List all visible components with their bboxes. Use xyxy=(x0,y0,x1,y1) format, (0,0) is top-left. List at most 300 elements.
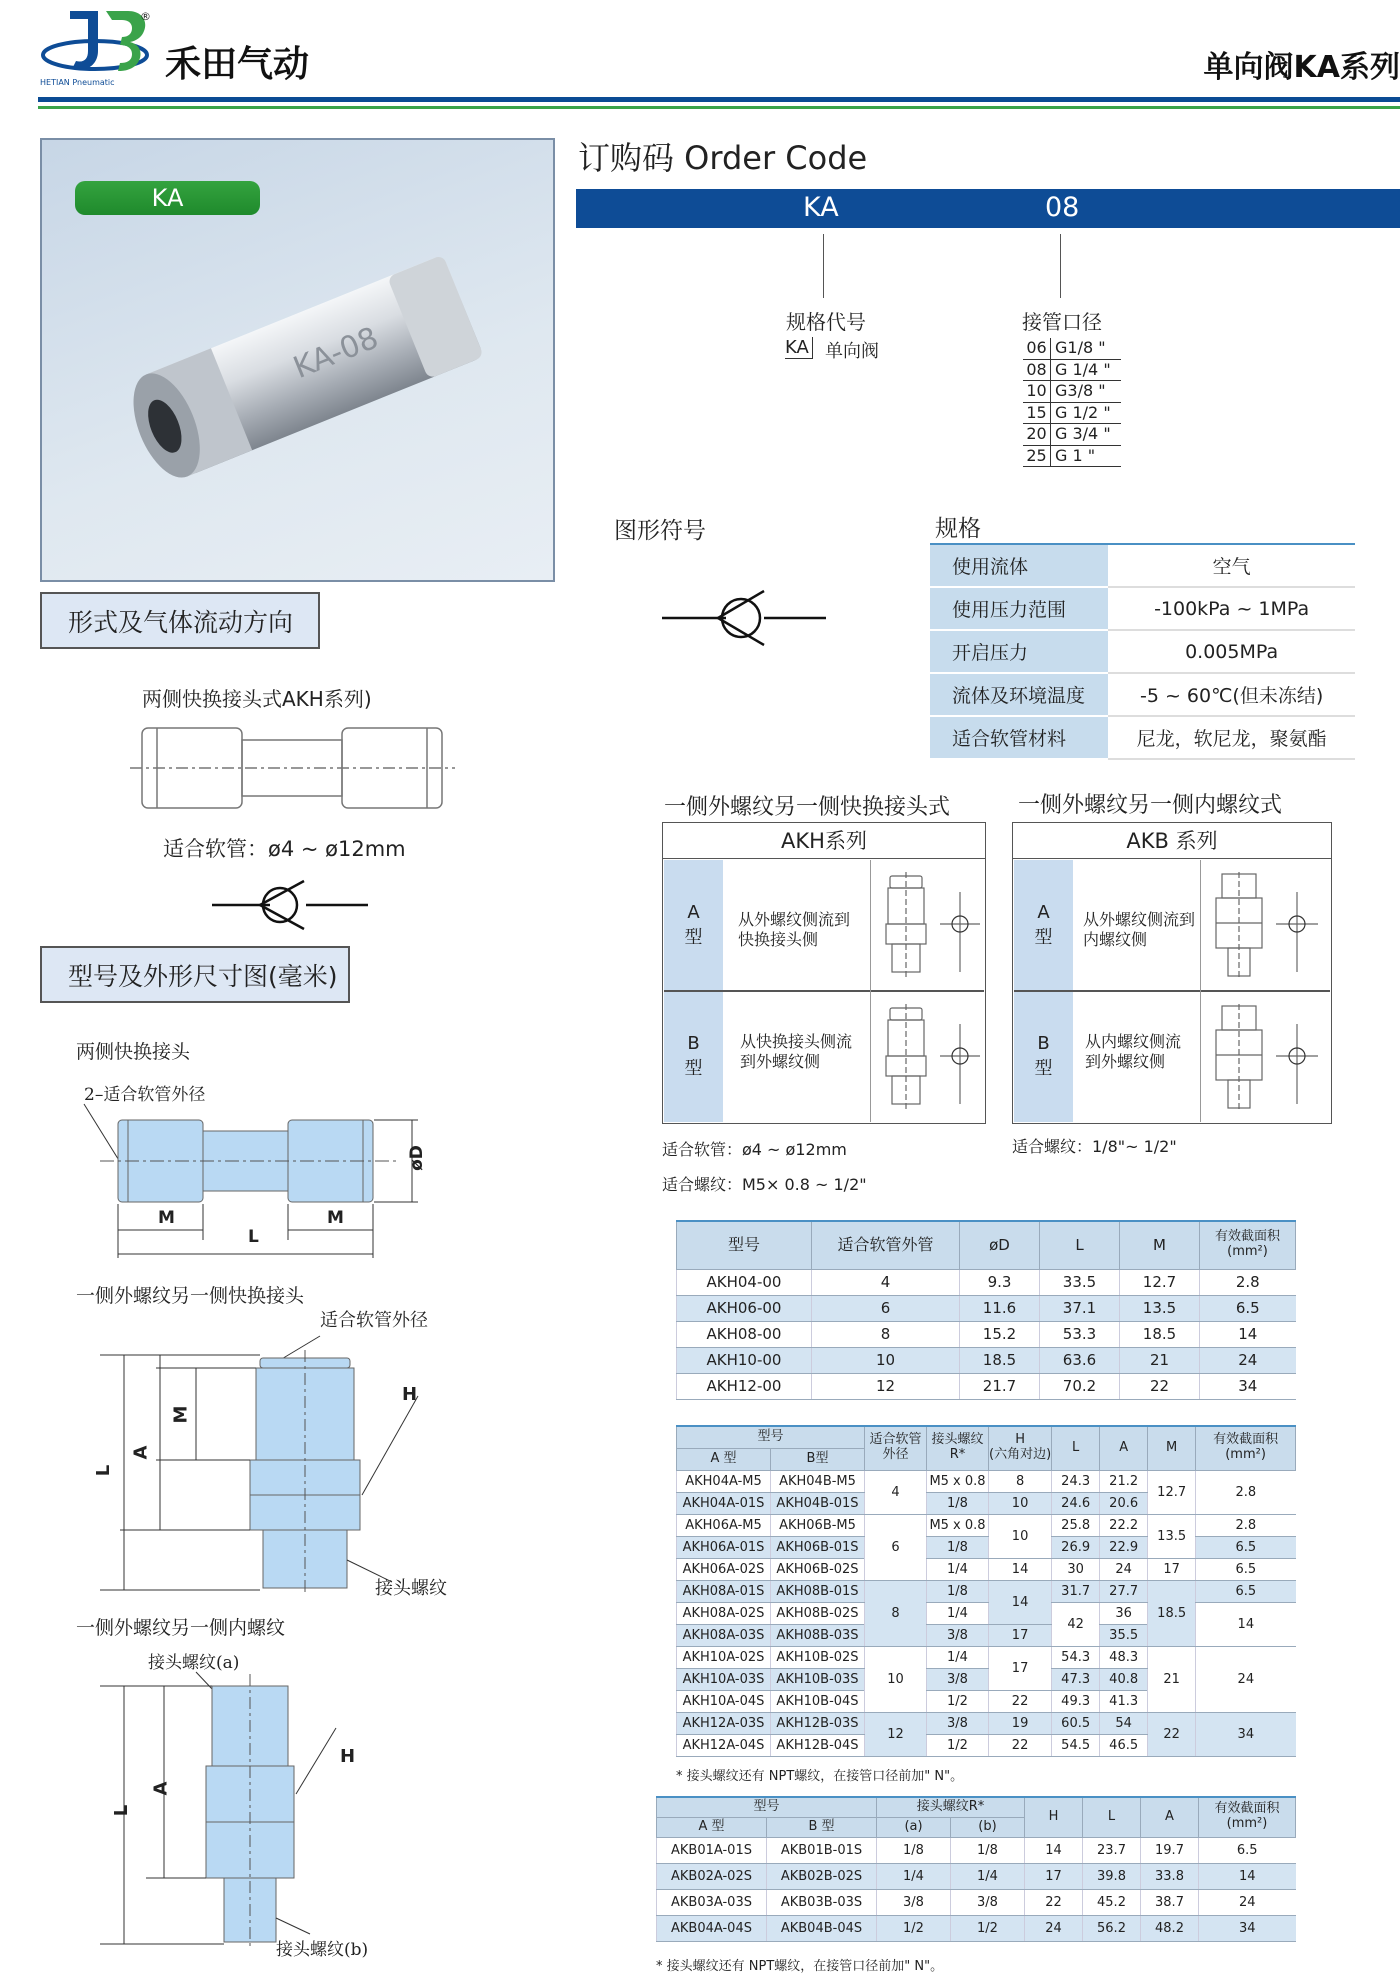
table-row xyxy=(677,1373,1296,1399)
t2-cell: 24.6 xyxy=(1052,1492,1100,1514)
table-row xyxy=(657,1837,1296,1863)
port-size-title: 接管口径 xyxy=(1022,310,1102,334)
t3-cell: 23.7 xyxy=(1083,1837,1141,1863)
spec-label: 使用压力范围 xyxy=(930,587,1108,630)
port-code: 08 xyxy=(1023,360,1051,381)
akh-type-a xyxy=(664,860,723,990)
spec-code-value: KA xyxy=(785,337,813,359)
t1-cell: 6 xyxy=(812,1295,960,1321)
t2-cell: 22.2 xyxy=(1100,1514,1148,1536)
drawing3-dim-L: L xyxy=(111,1804,133,1817)
akh-box-heading: 一侧外螺纹另一侧快换接头式 xyxy=(664,795,951,820)
t2-cell: 6.5 xyxy=(1196,1536,1296,1558)
t2-h-m: M xyxy=(1148,1426,1196,1470)
akb-series-header: AKB 系列 xyxy=(1013,823,1331,859)
header-rule-green xyxy=(38,106,1400,109)
port-row xyxy=(1023,381,1121,403)
header-rule-blue xyxy=(38,97,1400,102)
drawing3-title: 一侧外螺纹另一侧内螺纹 xyxy=(76,1617,286,1639)
t2-cell: 35.5 xyxy=(1100,1624,1148,1646)
t1-cell: AKH04-00 xyxy=(677,1269,812,1295)
t2-cell: 10 xyxy=(865,1646,927,1712)
t1-cell: 10 xyxy=(812,1347,960,1373)
drawing3-dim-H: H xyxy=(340,1746,356,1767)
t2-cell: 30 xyxy=(1052,1558,1100,1580)
spec-row xyxy=(930,673,1355,716)
akb-note-thread: 适合螺纹：1/8"~ 1/2" xyxy=(1012,1137,1177,1156)
t2-cell: 54.5 xyxy=(1052,1734,1100,1756)
t2-cell: AKH08A-02S xyxy=(677,1602,771,1624)
akb-divider xyxy=(1014,990,1330,992)
section-dimensions-title: 型号及外形尺寸图(毫米) xyxy=(68,961,338,991)
table-row xyxy=(677,1321,1296,1347)
akb-b-desc: 从内螺纹侧流 到外螺纹侧 xyxy=(1085,1032,1182,1071)
t2-cell: 13.5 xyxy=(1148,1514,1196,1558)
t3-cell: AKB04A-04S xyxy=(657,1915,767,1941)
t2-cell: 10 xyxy=(989,1514,1052,1558)
akh-b-figure xyxy=(880,1004,980,1114)
drawing1-dim-M2: M xyxy=(327,1208,344,1228)
t2-cell: 14 xyxy=(1196,1602,1296,1646)
t2-cell: AKH08B-03S xyxy=(771,1624,865,1646)
akb-table xyxy=(656,1796,1296,1942)
t2-cell: 47.3 xyxy=(1052,1668,1100,1690)
brand-logo xyxy=(40,5,152,87)
t2-cell: 6 xyxy=(865,1514,927,1580)
t3-cell: AKB01B-01S xyxy=(767,1837,877,1863)
t1-cell: 2.8 xyxy=(1200,1269,1296,1295)
t3-cell: 1/2 xyxy=(877,1915,951,1941)
drawing1-dim-M1: M xyxy=(158,1208,175,1228)
t2-cell: 22.9 xyxy=(1100,1536,1148,1558)
akb-col-divider xyxy=(1200,860,1201,1122)
t3-cell: 6.5 xyxy=(1199,1837,1296,1863)
t2-cell: 3/8 xyxy=(927,1712,989,1734)
table3-note: * 接头螺纹还有 NPT螺纹，在接管口径前加" N"。 xyxy=(656,1959,944,1974)
t2-cell: 24.3 xyxy=(1052,1470,1100,1492)
t1-cell: 14 xyxy=(1200,1321,1296,1347)
table-row xyxy=(677,1470,1296,1492)
t2-cell: 24 xyxy=(1196,1646,1296,1712)
t2-cell: 21.2 xyxy=(1100,1470,1148,1492)
drawing1-title: 两侧快换接头 xyxy=(76,1041,191,1063)
drawing2-dim-H: H xyxy=(402,1384,418,1405)
t2-cell: 54.3 xyxy=(1052,1646,1100,1668)
engraving-text: KA-08 xyxy=(288,320,384,386)
table-row xyxy=(657,1863,1296,1889)
akh-divider xyxy=(664,990,984,992)
t2-cell: 14 xyxy=(989,1580,1052,1624)
t2-cell: 22 xyxy=(989,1690,1052,1712)
t1-cell: 21.7 xyxy=(960,1373,1040,1399)
port-code: 06 xyxy=(1023,338,1051,359)
t2-cell: 8 xyxy=(989,1470,1052,1492)
t2-cell: 3/8 xyxy=(927,1624,989,1646)
t2-cell: 26.9 xyxy=(1052,1536,1100,1558)
t2-cell: 40.8 xyxy=(1100,1668,1148,1690)
t2-cell: AKH06B-01S xyxy=(771,1536,865,1558)
t2-cell: 1/4 xyxy=(927,1646,989,1668)
t2-cell: 6.5 xyxy=(1196,1558,1296,1580)
spec-row xyxy=(930,630,1355,673)
drawing1-dim-L: L xyxy=(248,1227,259,1247)
port-size: G1/8 " xyxy=(1055,338,1106,357)
akh-threaded-table xyxy=(676,1425,1296,1757)
hose-range-left: 适合软管：ø4 ~ ø12mm xyxy=(163,837,406,861)
t2-cell: AKH08A-01S xyxy=(677,1580,771,1602)
t3-cell: 3/8 xyxy=(877,1889,951,1915)
t3-h-area: 有效截面积 (mm²) xyxy=(1199,1797,1296,1837)
port-size-list xyxy=(1023,338,1121,467)
akh-double-table xyxy=(676,1220,1296,1400)
t1-cell: 11.6 xyxy=(960,1295,1040,1321)
t2-cell: AKH04B-M5 xyxy=(771,1470,865,1492)
t2-cell: 24 xyxy=(1100,1558,1148,1580)
t2-h-thread: 接头螺纹 R* xyxy=(927,1426,989,1470)
port-size: G 1 " xyxy=(1055,445,1096,465)
spec-code-name: 单向阀 xyxy=(825,341,879,362)
t2-cell: 1/4 xyxy=(927,1558,989,1580)
port-code: 15 xyxy=(1023,403,1051,424)
t2-cell: 48.3 xyxy=(1100,1646,1148,1668)
t2-cell: AKH04A-M5 xyxy=(677,1470,771,1492)
t2-cell: AKH10A-02S xyxy=(677,1646,771,1668)
t2-cell: AKH12B-04S xyxy=(771,1734,865,1756)
t2-cell: AKH04A-01S xyxy=(677,1492,771,1514)
drawing2-hose-label: 适合软管外径 xyxy=(320,1310,428,1331)
t1-cell: 9.3 xyxy=(960,1269,1040,1295)
port-row xyxy=(1023,446,1121,468)
t1-cell: 37.1 xyxy=(1040,1295,1120,1321)
spec-row xyxy=(930,587,1355,630)
t2-cell: 12 xyxy=(865,1712,927,1756)
spec-row xyxy=(930,544,1355,587)
port-code: 10 xyxy=(1023,381,1051,402)
akh-a-figure xyxy=(880,872,980,982)
t1-cell: 13.5 xyxy=(1120,1295,1200,1321)
table-row xyxy=(677,1558,1296,1580)
t3-cell: 24 xyxy=(1025,1915,1083,1941)
t3-h-model: 型号 xyxy=(657,1797,877,1817)
t2-cell: AKH08B-01S xyxy=(771,1580,865,1602)
akb-type-b-label: B 型 xyxy=(1034,1033,1053,1079)
spec-label: 流体及环境温度 xyxy=(930,673,1108,716)
t1-cell: 63.6 xyxy=(1040,1347,1120,1373)
table-row xyxy=(677,1646,1296,1668)
t3-h-a: A xyxy=(1141,1797,1199,1837)
t2-h-a: A xyxy=(1100,1426,1148,1470)
t3-cell: 1/4 xyxy=(951,1863,1025,1889)
t1-h-l: L xyxy=(1040,1221,1120,1269)
drawing2-dim-L: L xyxy=(93,1464,115,1477)
t3-cell: 17 xyxy=(1025,1863,1083,1889)
t2-cell: 10 xyxy=(989,1492,1052,1514)
t2-cell: AKH12A-03S xyxy=(677,1712,771,1734)
akh-b-desc: 从快换接头侧流 到外螺纹侧 xyxy=(740,1032,853,1071)
t2-h-area: 有效截面积 (mm²) xyxy=(1196,1426,1296,1470)
t3-cell: 1/8 xyxy=(877,1837,951,1863)
akb-box-heading: 一侧外螺纹另一侧内螺纹式 xyxy=(1018,793,1283,818)
t1-cell: 12 xyxy=(812,1373,960,1399)
t3-h-tb: (b) xyxy=(951,1817,1025,1837)
t3-cell: AKB02A-02S xyxy=(657,1863,767,1889)
t2-cell: 42 xyxy=(1052,1602,1100,1646)
t2-cell: 31.7 xyxy=(1052,1580,1100,1602)
t3-h-h: H xyxy=(1025,1797,1083,1837)
table-row xyxy=(657,1915,1296,1941)
akb-a-figure xyxy=(1210,872,1320,982)
section-form-flow xyxy=(40,592,320,649)
port-code: 25 xyxy=(1023,446,1051,467)
t2-cell: AKH06A-M5 xyxy=(677,1514,771,1536)
t3-h-thread: 接头螺纹R* xyxy=(877,1797,1025,1817)
t2-cell: M5 x 0.8 xyxy=(927,1514,989,1536)
akh-col-divider xyxy=(870,860,871,1122)
t2-cell: 34 xyxy=(1196,1712,1296,1756)
t2-cell: 17 xyxy=(1148,1558,1196,1580)
akh-note-thread: 适合螺纹：M5× 0.8 ~ 1/2" xyxy=(662,1175,867,1194)
t3-cell: 48.2 xyxy=(1141,1915,1199,1941)
drawing3-akb xyxy=(100,1668,440,1958)
t3-cell: AKB01A-01S xyxy=(657,1837,767,1863)
t2-h-model: 型号 xyxy=(677,1426,865,1448)
t2-cell: 19 xyxy=(989,1712,1052,1734)
drawing2-thread-label: 接头螺纹 xyxy=(375,1578,447,1599)
akh-both-sides-caption: 两侧快换接头式AKH系列) xyxy=(142,687,372,711)
t2-cell: 21 xyxy=(1148,1646,1196,1712)
t3-cell: 24 xyxy=(1199,1889,1296,1915)
t2-cell: AKH10B-02S xyxy=(771,1646,865,1668)
drawing2-dim-M: M xyxy=(170,1405,192,1424)
t3-cell: 1/8 xyxy=(951,1837,1025,1863)
akb-a-desc: 从外螺纹侧流到 内螺纹侧 xyxy=(1083,910,1196,949)
t2-h-h: H (六角对边) xyxy=(989,1426,1052,1470)
table-row xyxy=(677,1602,1296,1624)
t2-cell: 27.7 xyxy=(1100,1580,1148,1602)
t2-cell: 1/8 xyxy=(927,1536,989,1558)
t3-cell: 3/8 xyxy=(951,1889,1025,1915)
order-code-leader-b xyxy=(1060,234,1061,298)
t1-cell: 33.5 xyxy=(1040,1269,1120,1295)
akb-type-a xyxy=(1014,860,1073,990)
check-valve-symbol xyxy=(660,585,830,651)
table-row xyxy=(677,1536,1296,1558)
t1-cell: 24 xyxy=(1200,1347,1296,1373)
akb-b-figure xyxy=(1210,1004,1320,1114)
t2-cell: 1/2 xyxy=(927,1734,989,1756)
t2-cell: 1/8 xyxy=(927,1580,989,1602)
t2-cell: 4 xyxy=(865,1470,927,1514)
t3-cell: 45.2 xyxy=(1083,1889,1141,1915)
spec-value: -5 ~ 60℃(但未冻结) xyxy=(1108,673,1355,716)
order-code-part-a: KA xyxy=(803,192,839,223)
t2-h-a-type: A 型 xyxy=(677,1448,771,1470)
t2-cell: 1/8 xyxy=(927,1492,989,1514)
akh-note-hose: 适合软管：ø4 ~ ø12mm xyxy=(662,1140,847,1159)
akb-type-b xyxy=(1014,991,1073,1122)
akh-type-b-label: B 型 xyxy=(684,1033,703,1079)
t3-cell: 1/4 xyxy=(877,1863,951,1889)
port-row xyxy=(1023,424,1121,446)
t2-cell: AKH06B-M5 xyxy=(771,1514,865,1536)
t2-cell: 14 xyxy=(989,1558,1052,1580)
spec-table xyxy=(930,543,1355,760)
t2-cell: 22 xyxy=(989,1734,1052,1756)
t2-cell: AKH10A-04S xyxy=(677,1690,771,1712)
t2-cell: AKH06A-02S xyxy=(677,1558,771,1580)
t2-h-hose: 适合软管 外径 xyxy=(865,1426,927,1470)
t3-cell: 1/2 xyxy=(951,1915,1025,1941)
t1-cell: 34 xyxy=(1200,1373,1296,1399)
t1-h-d: øD xyxy=(960,1221,1040,1269)
t2-cell: 25.8 xyxy=(1052,1514,1100,1536)
spec-label: 适合软管材料 xyxy=(930,716,1108,759)
t2-cell: 3/8 xyxy=(927,1668,989,1690)
t1-cell: 21 xyxy=(1120,1347,1200,1373)
t2-cell: 8 xyxy=(865,1580,927,1646)
drawing2-dim-A: A xyxy=(130,1445,152,1460)
table-row xyxy=(677,1514,1296,1536)
spec-title: 规格 xyxy=(935,516,981,542)
t2-h-l: L xyxy=(1052,1426,1100,1470)
table2-note: * 接头螺纹还有 NPT螺纹，在接管口径前加" N"。 xyxy=(676,1769,964,1784)
t1-cell: 70.2 xyxy=(1040,1373,1120,1399)
t2-cell: 2.8 xyxy=(1196,1470,1296,1514)
t2-cell: M5 x 0.8 xyxy=(927,1470,989,1492)
t3-h-l: L xyxy=(1083,1797,1141,1837)
table-row xyxy=(677,1269,1296,1295)
t3-h-b-type: B 型 xyxy=(767,1817,877,1837)
akh-outline-drawing xyxy=(130,718,460,818)
t2-cell: AKH06A-01S xyxy=(677,1536,771,1558)
t2-cell: 54 xyxy=(1100,1712,1148,1734)
t2-cell: AKH08A-03S xyxy=(677,1624,771,1646)
t3-cell: 34 xyxy=(1199,1915,1296,1941)
drawing1-dim-D: øD xyxy=(406,1145,427,1171)
spec-label: 使用流体 xyxy=(930,544,1108,587)
akh-series-header: AKH系列 xyxy=(663,823,985,859)
t1-cell: 8 xyxy=(812,1321,960,1347)
t2-cell: AKH10A-03S xyxy=(677,1668,771,1690)
series-title: 单向阀KA系列 xyxy=(1203,50,1400,85)
t1-cell: AKH06-00 xyxy=(677,1295,812,1321)
t1-cell: 4 xyxy=(812,1269,960,1295)
t1-cell: 22 xyxy=(1120,1373,1200,1399)
t1-cell: 15.2 xyxy=(960,1321,1040,1347)
t2-cell: 41.3 xyxy=(1100,1690,1148,1712)
port-row xyxy=(1023,403,1121,425)
t1-cell: 6.5 xyxy=(1200,1295,1296,1321)
t2-cell: AKH04B-01S xyxy=(771,1492,865,1514)
check-valve-symbol-small xyxy=(210,876,370,934)
port-size: G 3/4 " xyxy=(1055,424,1111,443)
t1-h-area: 有效截面积 (mm²) xyxy=(1200,1221,1296,1269)
t1-cell: AKH10-00 xyxy=(677,1347,812,1373)
akh-type-a-label: A 型 xyxy=(684,901,703,948)
t2-cell: AKH12A-04S xyxy=(677,1734,771,1756)
t2-cell: 20.6 xyxy=(1100,1492,1148,1514)
t3-cell: 19.7 xyxy=(1141,1837,1199,1863)
t2-cell: 60.5 xyxy=(1052,1712,1100,1734)
spec-code-title: 规格代号 xyxy=(786,310,866,334)
spec-value: 空气 xyxy=(1108,544,1355,587)
symbol-title: 图形符号 xyxy=(614,518,706,544)
t2-cell: AKH08B-02S xyxy=(771,1602,865,1624)
t2-cell: AKH12B-03S xyxy=(771,1712,865,1734)
t2-cell: AKH10B-04S xyxy=(771,1690,865,1712)
t2-cell: 49.3 xyxy=(1052,1690,1100,1712)
model-tag: KA xyxy=(75,181,260,215)
t3-cell: 14 xyxy=(1025,1837,1083,1863)
table-row xyxy=(677,1295,1296,1321)
t3-h-a-type: A 型 xyxy=(657,1817,767,1837)
t2-cell: 17 xyxy=(989,1624,1052,1646)
t2-cell: 36 xyxy=(1100,1602,1148,1624)
drawing2-akh-threaded xyxy=(100,1320,440,1600)
t1-cell: 12.7 xyxy=(1120,1269,1200,1295)
t1-cell: 18.5 xyxy=(960,1347,1040,1373)
t1-cell: 18.5 xyxy=(1120,1321,1200,1347)
t3-cell: AKB03A-03S xyxy=(657,1889,767,1915)
section-dimensions xyxy=(40,946,350,1003)
table-row xyxy=(677,1347,1296,1373)
t1-h-m: M xyxy=(1120,1221,1200,1269)
t2-cell: 22 xyxy=(1148,1712,1196,1756)
t1-h-hose: 适合软管外管 xyxy=(812,1221,960,1269)
t2-cell: 12.7 xyxy=(1148,1470,1196,1514)
t3-cell: 33.8 xyxy=(1141,1863,1199,1889)
akh-a-desc: 从外螺纹侧流到 快换接头侧 xyxy=(738,910,851,949)
port-row xyxy=(1023,338,1121,360)
t3-cell: 56.2 xyxy=(1083,1915,1141,1941)
t2-cell: AKH06B-02S xyxy=(771,1558,865,1580)
t3-cell: 22 xyxy=(1025,1889,1083,1915)
spec-row xyxy=(930,716,1355,759)
spec-value: 0.005MPa xyxy=(1108,630,1355,673)
t3-cell: 38.7 xyxy=(1141,1889,1199,1915)
t1-cell: 53.3 xyxy=(1040,1321,1120,1347)
port-size: G 1/2 " xyxy=(1055,402,1111,422)
brand-cn: 禾田气动 xyxy=(165,44,310,85)
t3-h-ta: (a) xyxy=(877,1817,951,1837)
akb-type-a-label: A 型 xyxy=(1034,901,1053,948)
port-size: G3/8 " xyxy=(1055,381,1106,400)
t3-cell: 14 xyxy=(1199,1863,1296,1889)
registered-mark: ® xyxy=(140,10,151,23)
order-code-title: 订购码 Order Code xyxy=(578,139,868,177)
t2-cell: 46.5 xyxy=(1100,1734,1148,1756)
spec-label: 开启压力 xyxy=(930,630,1108,673)
spec-value: -100kPa ~ 1MPa xyxy=(1108,587,1355,630)
t3-cell: AKB02B-02S xyxy=(767,1863,877,1889)
t2-cell: 17 xyxy=(989,1646,1052,1690)
order-code-part-b: 08 xyxy=(1045,192,1080,223)
t3-cell: AKB04B-04S xyxy=(767,1915,877,1941)
order-code-leader-a xyxy=(823,234,824,298)
brand-en: HETIAN Pneumatic xyxy=(40,78,115,87)
table-row xyxy=(657,1889,1296,1915)
table-row xyxy=(677,1712,1296,1734)
t1-h-model: 型号 xyxy=(677,1221,812,1269)
drawing1-hose-label: 2–适合软管外径 xyxy=(84,1085,206,1105)
t2-cell: AKH10B-03S xyxy=(771,1668,865,1690)
spec-value: 尼龙，软尼龙，聚氨酯 xyxy=(1108,716,1355,759)
table-row xyxy=(677,1580,1296,1602)
drawing1-akh xyxy=(80,1090,440,1260)
section-form-flow-title: 形式及气体流动方向 xyxy=(68,607,294,637)
t3-cell: AKB03B-03S xyxy=(767,1889,877,1915)
t2-cell: 6.5 xyxy=(1196,1580,1296,1602)
